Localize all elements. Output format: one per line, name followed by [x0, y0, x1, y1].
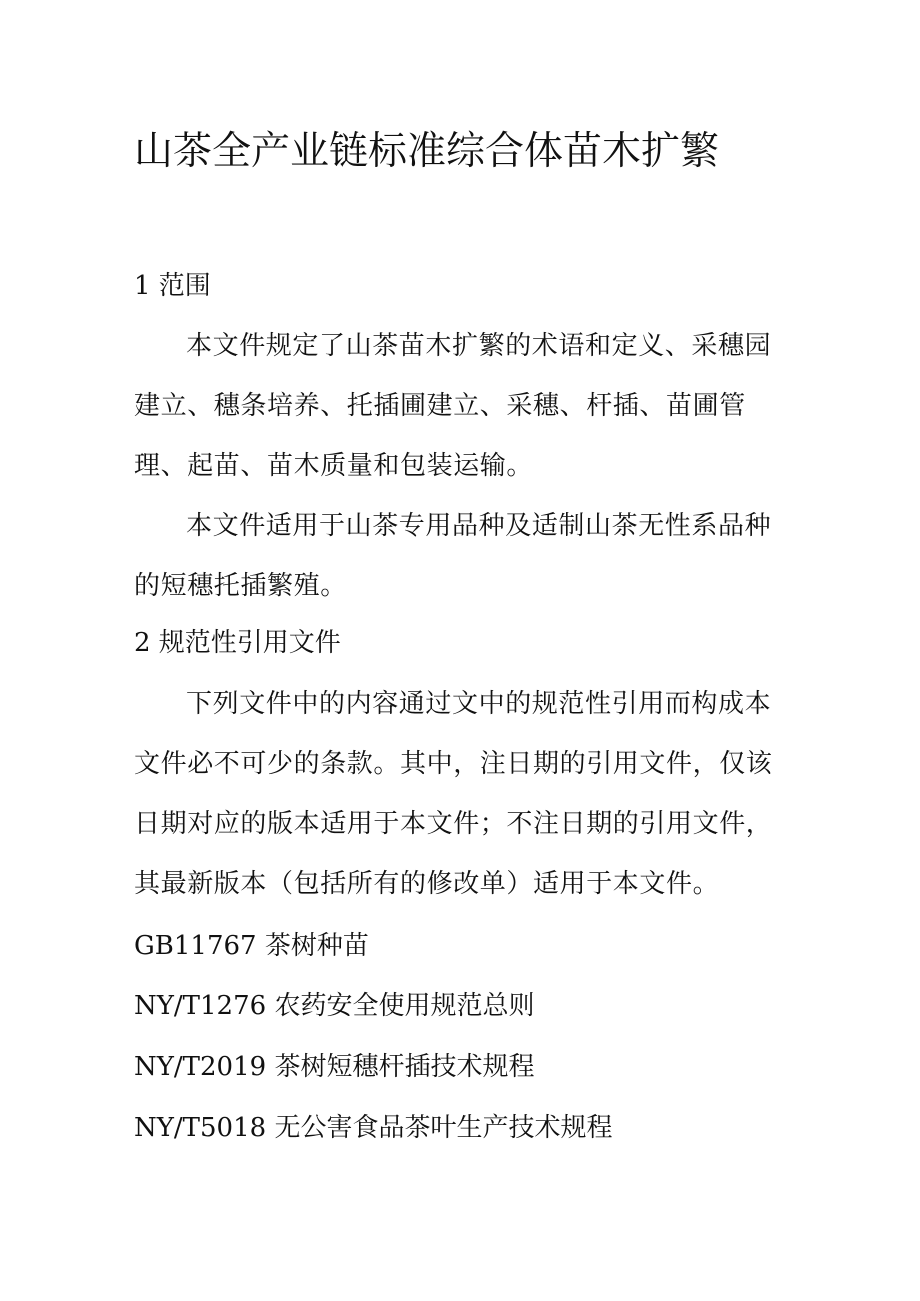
document-title: 山茶全产业链标准综合体苗木扩繁 — [134, 129, 720, 174]
scope-paragraph-1: 本文件规定了山茶苗木扩繁的术语和定义、采穗园建立、穗条培养、托插圃建立、采穗、杆插、苗圃管理、起苗、苗木质量和包装运输。 — [134, 331, 772, 481]
normative-references-paragraph: 下列文件中的内容通过文中的规范性引用而构成本文件必不可少的条款。其中，注日期的引用文件，仅该日期对应的版本适用于本文件；不注日期的引用文件，其最新版本（包括所有的修改单）适用于本文件。 — [134, 689, 773, 899]
reference-item: NY/T1276 农药安全使用规范总则 — [134, 991, 535, 1021]
reference-item: NY/T2019 茶树短穗杆插技术规程 — [134, 1052, 535, 1082]
reference-item: NY/T5018 无公害食品茶叶生产技术规程 — [134, 1113, 613, 1143]
section-heading-scope: 1 范围 — [134, 271, 211, 301]
scope-paragraph-2: 本文件适用于山茶专用品种及适制山茶无性系品种的短穗托插繁殖。 — [134, 511, 772, 601]
reference-item: GB11767 茶树种苗 — [134, 931, 369, 961]
section-heading-normative-references: 2 规范性引用文件 — [134, 628, 341, 658]
